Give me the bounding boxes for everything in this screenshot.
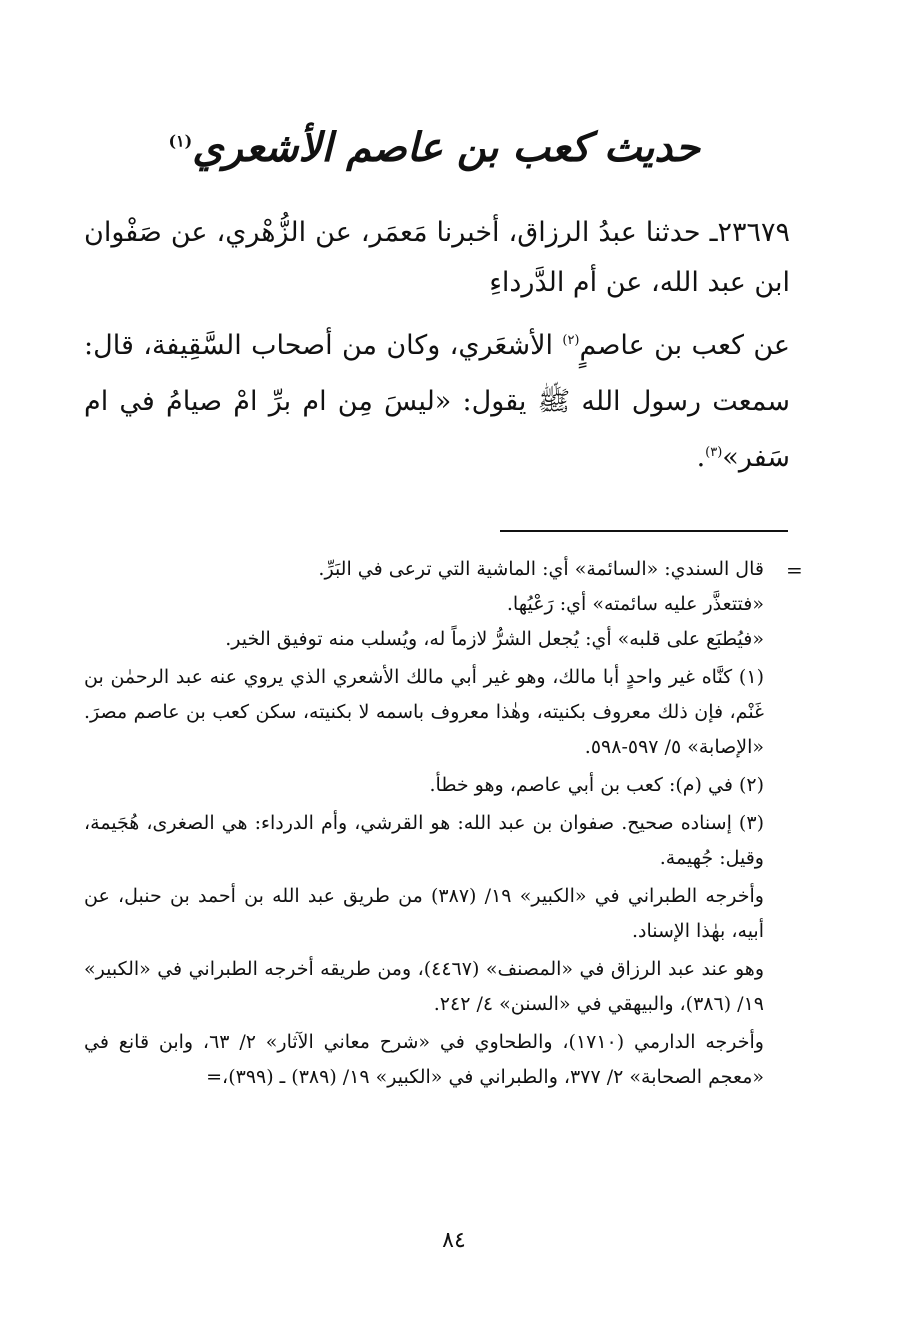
footnote-3-takhrij-2: وهو عند عبد الرزاق في «المصنف» (٤٤٦٧)، ومن طريقه أخرجه الطبراني في «الكبير» ١٩/ (٣٨٦)، والبيهقي في «السنن» ٤/ ٢٤٢.	[84, 958, 765, 1015]
hadith-isnad	[84, 208, 790, 308]
section-title-text: حديث كعب بن عاصم الأشعري	[192, 124, 700, 171]
footnote-line: «فتتعذَّر عليه سائمته» أي: رَعْيُها.	[506, 593, 764, 615]
footnote-1: (١) كنَّاه غير واحدٍ أبا مالك، وهو غير أبي مالك الأشعري الذي يروي عنه عبد الرحمٰن بن غَنْم، فإن ذلك معروف بكنيته، وهٰذا معروف باسمه لا بكنيته، سكن كعب بن عاصم مصرَ. «الإصابة» ٥/ ٥٩٧-٥٩٨.	[84, 666, 764, 758]
footnote-ref-3[interactable]: (٣)	[705, 445, 723, 460]
hadith-text-part2: الأشعَري، وكان من أصحاب السَّقِيفة، قال: سمعت رسول الله ﷺ يقول: «ليسَ مِن ام برِّ امْ صيامُ في ام سَفر»	[84, 330, 790, 473]
hadith-matn	[84, 318, 790, 486]
footnote-ref-2[interactable]: (٢)	[562, 333, 580, 348]
footnotes	[84, 552, 790, 1098]
footnote-3-takhrij-1: وأخرجه الطبراني في «الكبير» ١٩/ (٣٨٧) من طريق عبد الله بن أحمد بن حنبل، عن أبيه، بهٰذا الإسناد.	[84, 885, 764, 942]
section-title	[168, 118, 700, 178]
hadith-text-part1: عن كعب بن عاصمٍ	[579, 330, 790, 361]
footnote-line: قال السندي: «السائمة» أي: الماشية التي ترعى في البَرِّ.	[318, 558, 764, 580]
footnote-2: (٢) في (م): كعب بن أبي عاصم، وهو خطأ.	[429, 774, 764, 796]
continuation-mark: =	[786, 558, 803, 582]
hadith-text	[84, 318, 790, 486]
footnote-line: «فيُطبَع على قلبه» أي: يُجعل الشرُّ لازماً له، ويُسلب منه توفيق الخير.	[225, 628, 764, 650]
hadith-number-line: ٢٣٦٧٩ـ حدثنا عبدُ الرزاق، أخبرنا مَعمَر، عن الزُّهْري، عن صَفْوان ابن عبد الله، عن أم الدَّرداءِ	[84, 217, 790, 298]
page-number: ٨٤	[442, 1228, 466, 1253]
footnote-separator	[500, 530, 788, 532]
title-footnote-ref[interactable]: (١)	[168, 131, 193, 151]
footnote-3: (٣) إسناده صحيح. صفوان بن عبد الله: هو القرشي، وأم الدرداء: هي الصغرى، هُجَيمة، وقيل: جُهيمة.	[84, 812, 764, 869]
footnote-3-takhrij-3: وأخرجه الدارمي (١٧١٠)، والطحاوي في «شرح معاني الآثار» ٢/ ٦٣، وابن قانع في «معجم الصحابة» ٢/ ٣٧٧، والطبراني في «الكبير» ١٩/ (٣٨٩) ـ (٣٩٩)،=	[84, 1031, 764, 1088]
hadith-text-end: .	[696, 442, 706, 473]
